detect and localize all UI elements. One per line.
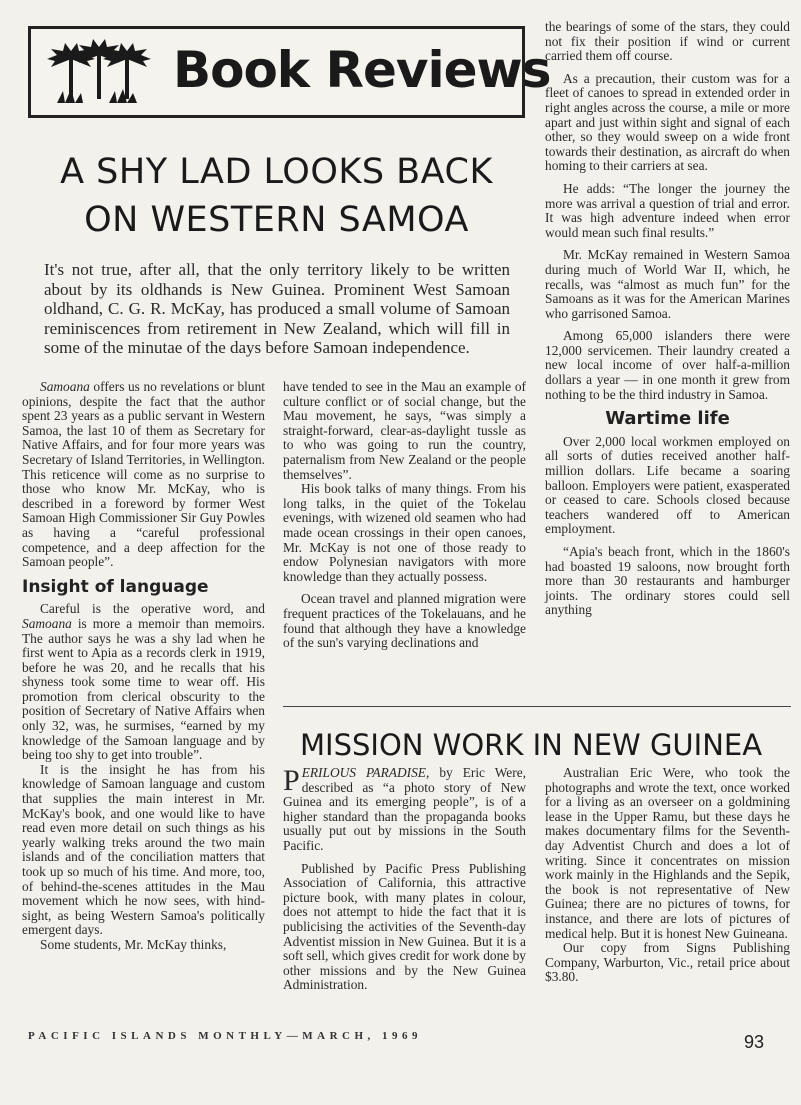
book-title-italic: Samoana [22, 615, 72, 631]
paragraph: Over 2,000 local workmen employed on all sorts of duties received another half-million dollars. Life became a soaring balloon. Employers were patient, exasperated or ceased to care. Schools closed because teachers wandered off to American employment. [545, 433, 790, 537]
section-title: Book Reviews [173, 41, 551, 99]
paragraph: As a precaution, their custom was for a fleet of canoes to spread in extended order in right angles across the course, a mile or more apart and just within sight and signal of each other, so they would sweep on a wide front towards their destination, as aircraft do when homing to their carriers at sea. [545, 70, 790, 174]
paragraph-text: is more a memoir than memoirs. The author says he was a shy lad when he first went to Apia as a records clerk in 1919, before he was 20, and he recalls that his shyness took some time to wear off. His promotion from clerical obscurity to the position of Secretary of Native Affairs when only 32, was, he surmises, “earned by my knowledge of the Samoan language and by being too shy to get into trouble”. [22, 615, 265, 763]
paragraph: “Apia's beach front, which in the 1860's had boasted 19 saloons, now brought forth more than 30 restaurants and hamburger joints. The ordinary stores could sell anything [545, 544, 790, 618]
paragraph [22, 602, 265, 763]
paragraph-text: by Eric Were, described as “a photo story of New Guinea and its emerging people”, is of a higher standard than the propaganda books usually put out by missions in the South Pacific. [283, 765, 526, 853]
paragraph: Among 65,000 islanders there were 12,000 servicemen. Their laundry created a new local income of over half-a-million dollars a year — in one month it grew from nothing to be the third industry in Samoa. [545, 328, 790, 402]
subheading-insight-of-language: Insight of language [22, 576, 209, 597]
palm-tree-icon [47, 37, 157, 107]
paragraph: Our copy from Signs Publishing Company, Warburton, Vic., retail price about $3.80. [545, 940, 790, 985]
paragraph: have tended to see in the Mau an example of culture conflict or of social change, but the Mau movement, he says, “was simply a straight-forward, clear-as-daylight tussle as to who was going to run the country, paternalism from New Zealand or the people themselves”. [283, 379, 526, 482]
subheading-wartime-life: Wartime life [605, 408, 730, 430]
paragraph [22, 380, 265, 570]
paragraph: Published by Pacific Press Publishing Association of California, this attractive picture book, with many plates in colour, does not attempt to hide the fact that it is publicising the activities of the Seventh-day Adventist mission in New Guinea. But it is a soft sell, which gives credit for work done by other missions and by the New Guinea Administration. [283, 860, 526, 993]
page-number: 93 [744, 1032, 765, 1052]
paragraph-text: offers us no revelations or blunt opinions, despite the fact that the author spent 23 years as a public servant in Western Samoa, the last 10 of them as Secretary for Native Affairs, and for four more years was Secretary of Island Territories, in Wellington. This reticence will come as no surprise to those who know Mr. McKay, who is described in a foreword by former West Samoan High Commissioner Sir Guy Powles as having a “careful professional competence, and a deep affection for the Samoan people”. [22, 379, 265, 570]
paragraph: the bearings of some of the stars, they could not fix their position if wind or current carried them off course. [545, 19, 790, 64]
article-2-headline: MISSION WORK IN NEW GUINEA [300, 728, 763, 762]
paragraph-text: Careful is the operative word, and [40, 601, 265, 617]
article-2-column-2 [545, 766, 790, 985]
paragraph [283, 766, 526, 854]
paragraph: Ocean travel and planned migration were frequent practices of the Tokelauans, and he found that although they have a knowledge of the sun's varying declinations and [283, 591, 526, 651]
paragraph: Mr. McKay remained in Western Samoa during much of World War II, which, he recalls, was “almost as much fun” for the Samoans as it was for the American Marines who garrisoned Samoa. [545, 247, 790, 321]
article-column-3 [545, 20, 790, 618]
article-column-1 [22, 380, 265, 953]
book-title-italic: ERILOUS PARADISE, [301, 765, 430, 780]
paragraph: He adds: “The longer the journey the more was arrival a question of trial and error. It was high adventure indeed when error would mean such final results.” [545, 180, 790, 240]
article-column-2 [283, 380, 526, 651]
running-footer: PACIFIC ISLANDS MONTHLY—MARCH, 1969 [28, 1030, 423, 1042]
article-headline-line-1: A SHY LAD LOOKS BACK [60, 152, 493, 192]
book-reviews-banner [28, 26, 551, 118]
drop-cap: P [283, 764, 300, 797]
paragraph: Australian Eric Were, who took the photographs and wrote the text, once worked for a living as an overseer on a goldmining lease in the Upper Ramu, but these days he makes documentary films for the Seventh-day Adventist Church and does a lot of writing. Since it concentrates on mission work mainly in the Highlands and the Sepik, the book is not representative of New Guinea; there are no pictures of towns, for instance, and there are lots of pictures of medical help. But it is honest New Guineana. [545, 765, 790, 941]
paragraph: Some students, Mr. McKay thinks, [40, 936, 227, 952]
paragraph: His book talks of many things. From his long talks, in the quiet of the Tokelau evenings, with wizened old seamen who had made ocean crossings in their open canoes, Mr. McKay is not one of those ready to endow Polynesian navigators with more knowledge than they actually possess. [283, 481, 526, 584]
section-divider [283, 706, 791, 707]
paragraph: It is the insight he has from his knowledge of Samoan language and custom that supplies the main interest in Mr. McKay's book, and one would like to have read even more detail on such things as his yearly walking treks around the two main islands and of the conciliation matters that took up so much of his time. And more, too, of behind-the-scenes attitudes in the Mau movement which he now sees, with hind-sight, as being Western Samoa's politically emergent days. [22, 761, 265, 938]
article-headline-line-2: ON WESTERN SAMOA [84, 200, 469, 240]
article-standfirst: It's not true, after all, that the only territory likely to be written about by its oldhands is New Guinea. Prominent West Samoan oldhand, C. G. R. McKay, has produced a small volume of Samoan reminiscences from retirement in New Zealand, which will fill in some of the minutae of the days before Samoan independence. [44, 260, 510, 357]
article-2-column-1 [283, 766, 526, 993]
book-title-italic: Samoana [40, 379, 90, 394]
